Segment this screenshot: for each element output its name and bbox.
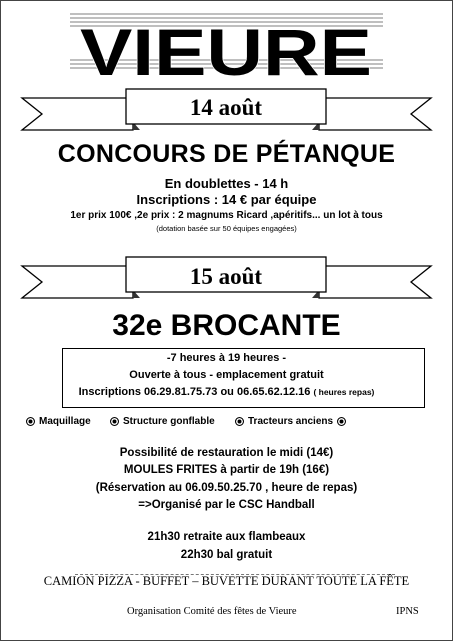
brocante-inscriptions-note: ( heures repas)	[313, 387, 375, 397]
brocante-inscriptions: Inscriptions 06.29.81.75.73 ou 06.65.62.12.16	[78, 386, 311, 398]
brocante-open: Ouverte à tous - emplacement gratuit	[129, 369, 324, 381]
restauration-line-4: =>Organisé par le CSC Handball	[138, 499, 315, 511]
restauration-line-3: (Réservation au 06.09.50.25.70 , heure de repas)	[95, 482, 358, 494]
feature-tracteurs-anciens	[235, 416, 346, 427]
petanque-prizes: 1er prix 100€ ,2e prix : 2 magnums Ricard ,apéritifs... un lot à tous	[70, 210, 383, 221]
footer-organisation: Organisation Comité des fêtes de Vieure	[127, 606, 297, 617]
petanque-line-1: En doublettes - 14 h	[164, 176, 289, 191]
banner-14-aout-text: 14 août	[189, 95, 263, 120]
brocante-inscriptions-line	[0, 386, 453, 398]
petanque-heading: CONCOURS DE PÉTANQUE	[57, 140, 396, 168]
bullet-icon	[337, 417, 346, 426]
feature-label: Structure gonflable	[123, 416, 215, 427]
brocante-heading: 32e BROCANTE	[112, 309, 341, 342]
banner-15-aout	[0, 246, 453, 312]
title-text: VIEURE	[80, 15, 372, 89]
restauration-line-1: Possibilité de restauration le midi (14€)	[119, 447, 334, 459]
feature-label: Tracteurs anciens	[248, 416, 334, 427]
bullet-icon	[235, 417, 244, 426]
evening-line-2: 22h30 bal gratuit	[180, 549, 273, 561]
feature-maquillage	[26, 416, 91, 427]
banner-15-aout-text: 15 août	[189, 264, 263, 289]
footer-camion: CAMION PIZZA - BUFFET – BUVETTE DURANT TOUTE LA FÊTE	[43, 574, 410, 588]
brocante-hours: -7 heures à 19 heures -	[166, 352, 287, 364]
petanque-note: (dotation basée sur 50 équipes engagées)	[156, 224, 297, 233]
banner-14-aout	[0, 78, 453, 144]
feature-label: Maquillage	[39, 416, 91, 427]
evening-line-1: 21h30 retraite aux flambeaux	[147, 531, 306, 543]
petanque-line-2: Inscriptions : 14 € par équipe	[136, 192, 317, 207]
bullet-icon	[26, 417, 35, 426]
footer-ipns: IPNS	[396, 606, 419, 617]
feature-structure-gonflable	[110, 416, 215, 427]
restauration-line-2: MOULES FRITES à partir de 19h (16€)	[123, 464, 330, 476]
bullet-icon	[110, 417, 119, 426]
